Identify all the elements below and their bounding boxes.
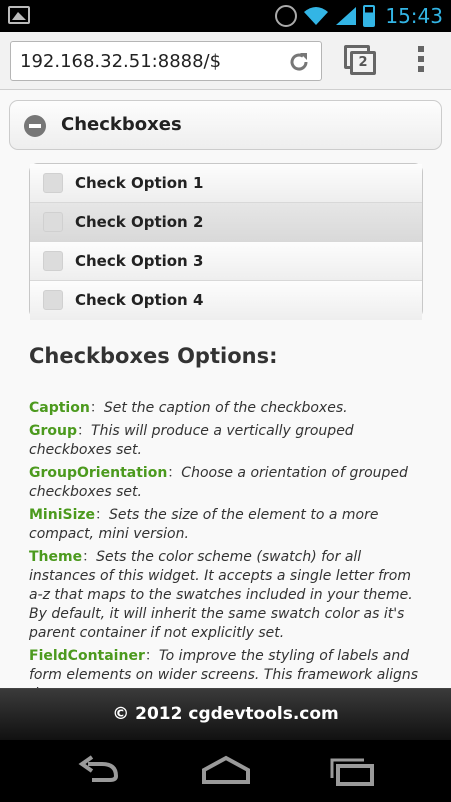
checkbox-label: Check Option 4 — [75, 291, 204, 309]
checkbox-option-2[interactable] — [30, 203, 422, 242]
overflow-menu-icon[interactable] — [413, 46, 429, 76]
option-description: Choose a orientation of grouped checkboxes set. — [29, 465, 408, 500]
checkbox-label: Check Option 2 — [75, 213, 204, 231]
battery-icon — [363, 5, 375, 27]
home-icon[interactable] — [198, 754, 254, 788]
option-name: Theme — [29, 549, 83, 565]
option-minisize — [29, 506, 421, 544]
option-name: GroupOrientation — [29, 465, 168, 481]
option-separator: ： — [144, 648, 159, 664]
option-description: Sets the color scheme (swatch) for all instances of this widget. It accepts a single letter from a-z that maps to the swatches included in your theme. By default, it will inherit the same swatch color as it's parent container if not explicitly set. — [29, 549, 413, 641]
alarm-icon — [275, 5, 297, 27]
checkbox-icon[interactable] — [43, 251, 63, 271]
option-separator: ： — [167, 465, 182, 481]
option-description: This will produce a vertically grouped checkboxes set. — [29, 423, 354, 458]
reload-icon[interactable] — [287, 50, 311, 74]
checkbox-option-3[interactable] — [30, 242, 422, 281]
option-grouporientation — [29, 464, 421, 502]
option-description: Set the caption of the checkboxes. — [103, 400, 348, 416]
checkbox-icon[interactable] — [43, 290, 63, 310]
clock: 15:43 — [385, 4, 443, 28]
checkbox-icon[interactable] — [43, 173, 63, 193]
option-separator: ： — [82, 549, 97, 565]
option-name: MiniSize — [29, 507, 96, 523]
option-theme — [29, 548, 421, 643]
status-icons — [275, 4, 443, 28]
system-nav-bar — [0, 740, 451, 802]
option-name: FieldContainer — [29, 648, 145, 664]
back-icon[interactable] — [72, 754, 128, 788]
options-list — [29, 399, 421, 708]
browser-toolbar — [0, 32, 451, 90]
footer-copyright: © 2012 cgdevtools.com — [112, 704, 339, 724]
option-name: Group — [29, 423, 78, 439]
checkbox-label: Check Option 1 — [75, 174, 204, 192]
tabs-button[interactable] — [344, 45, 378, 77]
page-content — [0, 90, 451, 688]
option-caption — [29, 399, 421, 418]
page-footer — [0, 688, 451, 740]
minus-circle-icon — [24, 115, 46, 137]
option-separator: ： — [89, 400, 104, 416]
recent-apps-icon[interactable] — [324, 754, 380, 788]
option-group — [29, 422, 421, 460]
checkbox-icon[interactable] — [43, 212, 63, 232]
options-heading: Checkboxes Options: — [29, 344, 278, 368]
image-notification-icon — [8, 6, 30, 24]
url-text: 192.168.32.51:8888/$ — [20, 51, 222, 72]
collapsible-title: Checkboxes — [61, 114, 182, 135]
checkbox-group — [29, 163, 423, 319]
cell-signal-icon — [335, 6, 357, 26]
checkbox-option-4[interactable] — [30, 281, 422, 320]
url-field[interactable] — [10, 41, 322, 81]
collapsible-header[interactable] — [9, 100, 442, 150]
status-bar — [0, 0, 451, 32]
option-description: Sets the size of the element to a more compact, mini version. — [29, 507, 379, 542]
option-description: To improve the styling of labels and form elements on wider screens. This framework aligns — [29, 648, 419, 683]
checkbox-label: Check Option 3 — [75, 252, 204, 270]
tab-count: 2 — [350, 51, 376, 75]
checkbox-option-1[interactable] — [30, 164, 422, 203]
wifi-icon — [303, 6, 329, 26]
option-separator: ： — [95, 507, 110, 523]
option-name: Caption — [29, 400, 90, 416]
option-separator: ： — [77, 423, 92, 439]
